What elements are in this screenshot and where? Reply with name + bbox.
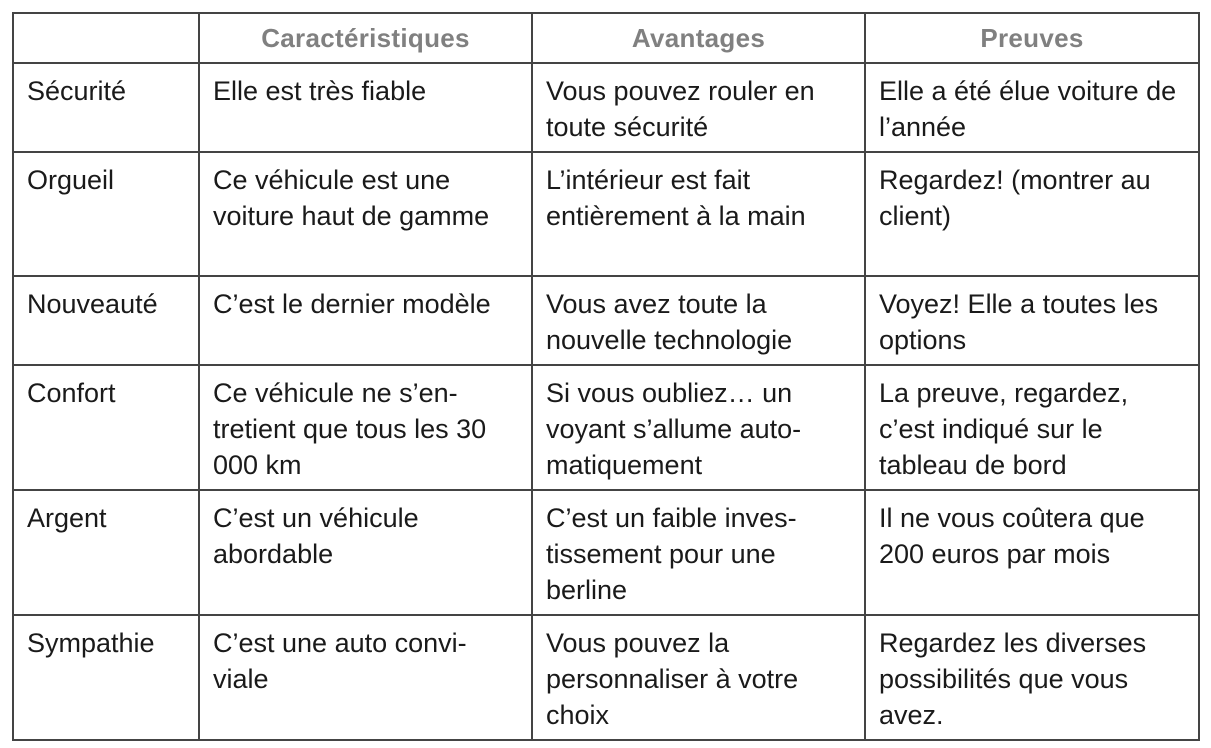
- caracteristique-cell: Ce véhicule est une voiture haut de gamme: [199, 152, 532, 276]
- caracteristique-cell: C’est une auto convi-viale: [199, 615, 532, 740]
- table-row: [13, 490, 1199, 615]
- preuve-cell: Regardez les diverses possibilités que vous avez.: [865, 615, 1199, 740]
- table-row: [13, 276, 1199, 365]
- header-empty-cell: [13, 13, 199, 63]
- avantage-cell: Vous pouvez la personnaliser à votre choix: [532, 615, 865, 740]
- preuve-cell: Regardez! (montrer au client): [865, 152, 1199, 276]
- row-label-cell: Orgueil: [13, 152, 199, 276]
- row-label-cell: Confort: [13, 365, 199, 490]
- avantage-cell: Vous avez toute la nouvelle technologie: [532, 276, 865, 365]
- table-row: [13, 615, 1199, 740]
- preuve-cell: Elle a été élue voiture de l’année: [865, 63, 1199, 152]
- avantage-cell: Si vous oubliez… un voyant s’allume auto-matiquement: [532, 365, 865, 490]
- header-avantages: Avantages: [532, 13, 865, 63]
- preuve-cell: Voyez! Elle a toutes les options: [865, 276, 1199, 365]
- row-label-cell: Argent: [13, 490, 199, 615]
- header-preuves: Preuves: [865, 13, 1199, 63]
- row-label-cell: Sympathie: [13, 615, 199, 740]
- avantage-cell: C’est un faible inves-tissement pour une berline: [532, 490, 865, 615]
- row-label-cell: Sécurité: [13, 63, 199, 152]
- preuve-cell: La preuve, regardez, c’est indiqué sur le tableau de bord: [865, 365, 1199, 490]
- table-header-row: [13, 13, 1199, 63]
- caracteristique-cell: Ce véhicule ne s’en-tretient que tous les 30 000 km: [199, 365, 532, 490]
- table-row: [13, 365, 1199, 490]
- table-row: [13, 152, 1199, 276]
- sales-argument-table-container: [12, 12, 1198, 732]
- preuve-cell: Il ne vous coûtera que 200 euros par mois: [865, 490, 1199, 615]
- caracteristique-cell: C’est un véhicule abordable: [199, 490, 532, 615]
- row-label-cell: Nouveauté: [13, 276, 199, 365]
- sales-argument-table: [12, 12, 1200, 741]
- caracteristique-cell: Elle est très fiable: [199, 63, 532, 152]
- caracteristique-cell: C’est le dernier modèle: [199, 276, 532, 365]
- table-row: [13, 63, 1199, 152]
- header-caracteristiques: Caractéristiques: [199, 13, 532, 63]
- avantage-cell: Vous pouvez rouler en toute sécurité: [532, 63, 865, 152]
- avantage-cell: L’intérieur est fait entièrement à la main: [532, 152, 865, 276]
